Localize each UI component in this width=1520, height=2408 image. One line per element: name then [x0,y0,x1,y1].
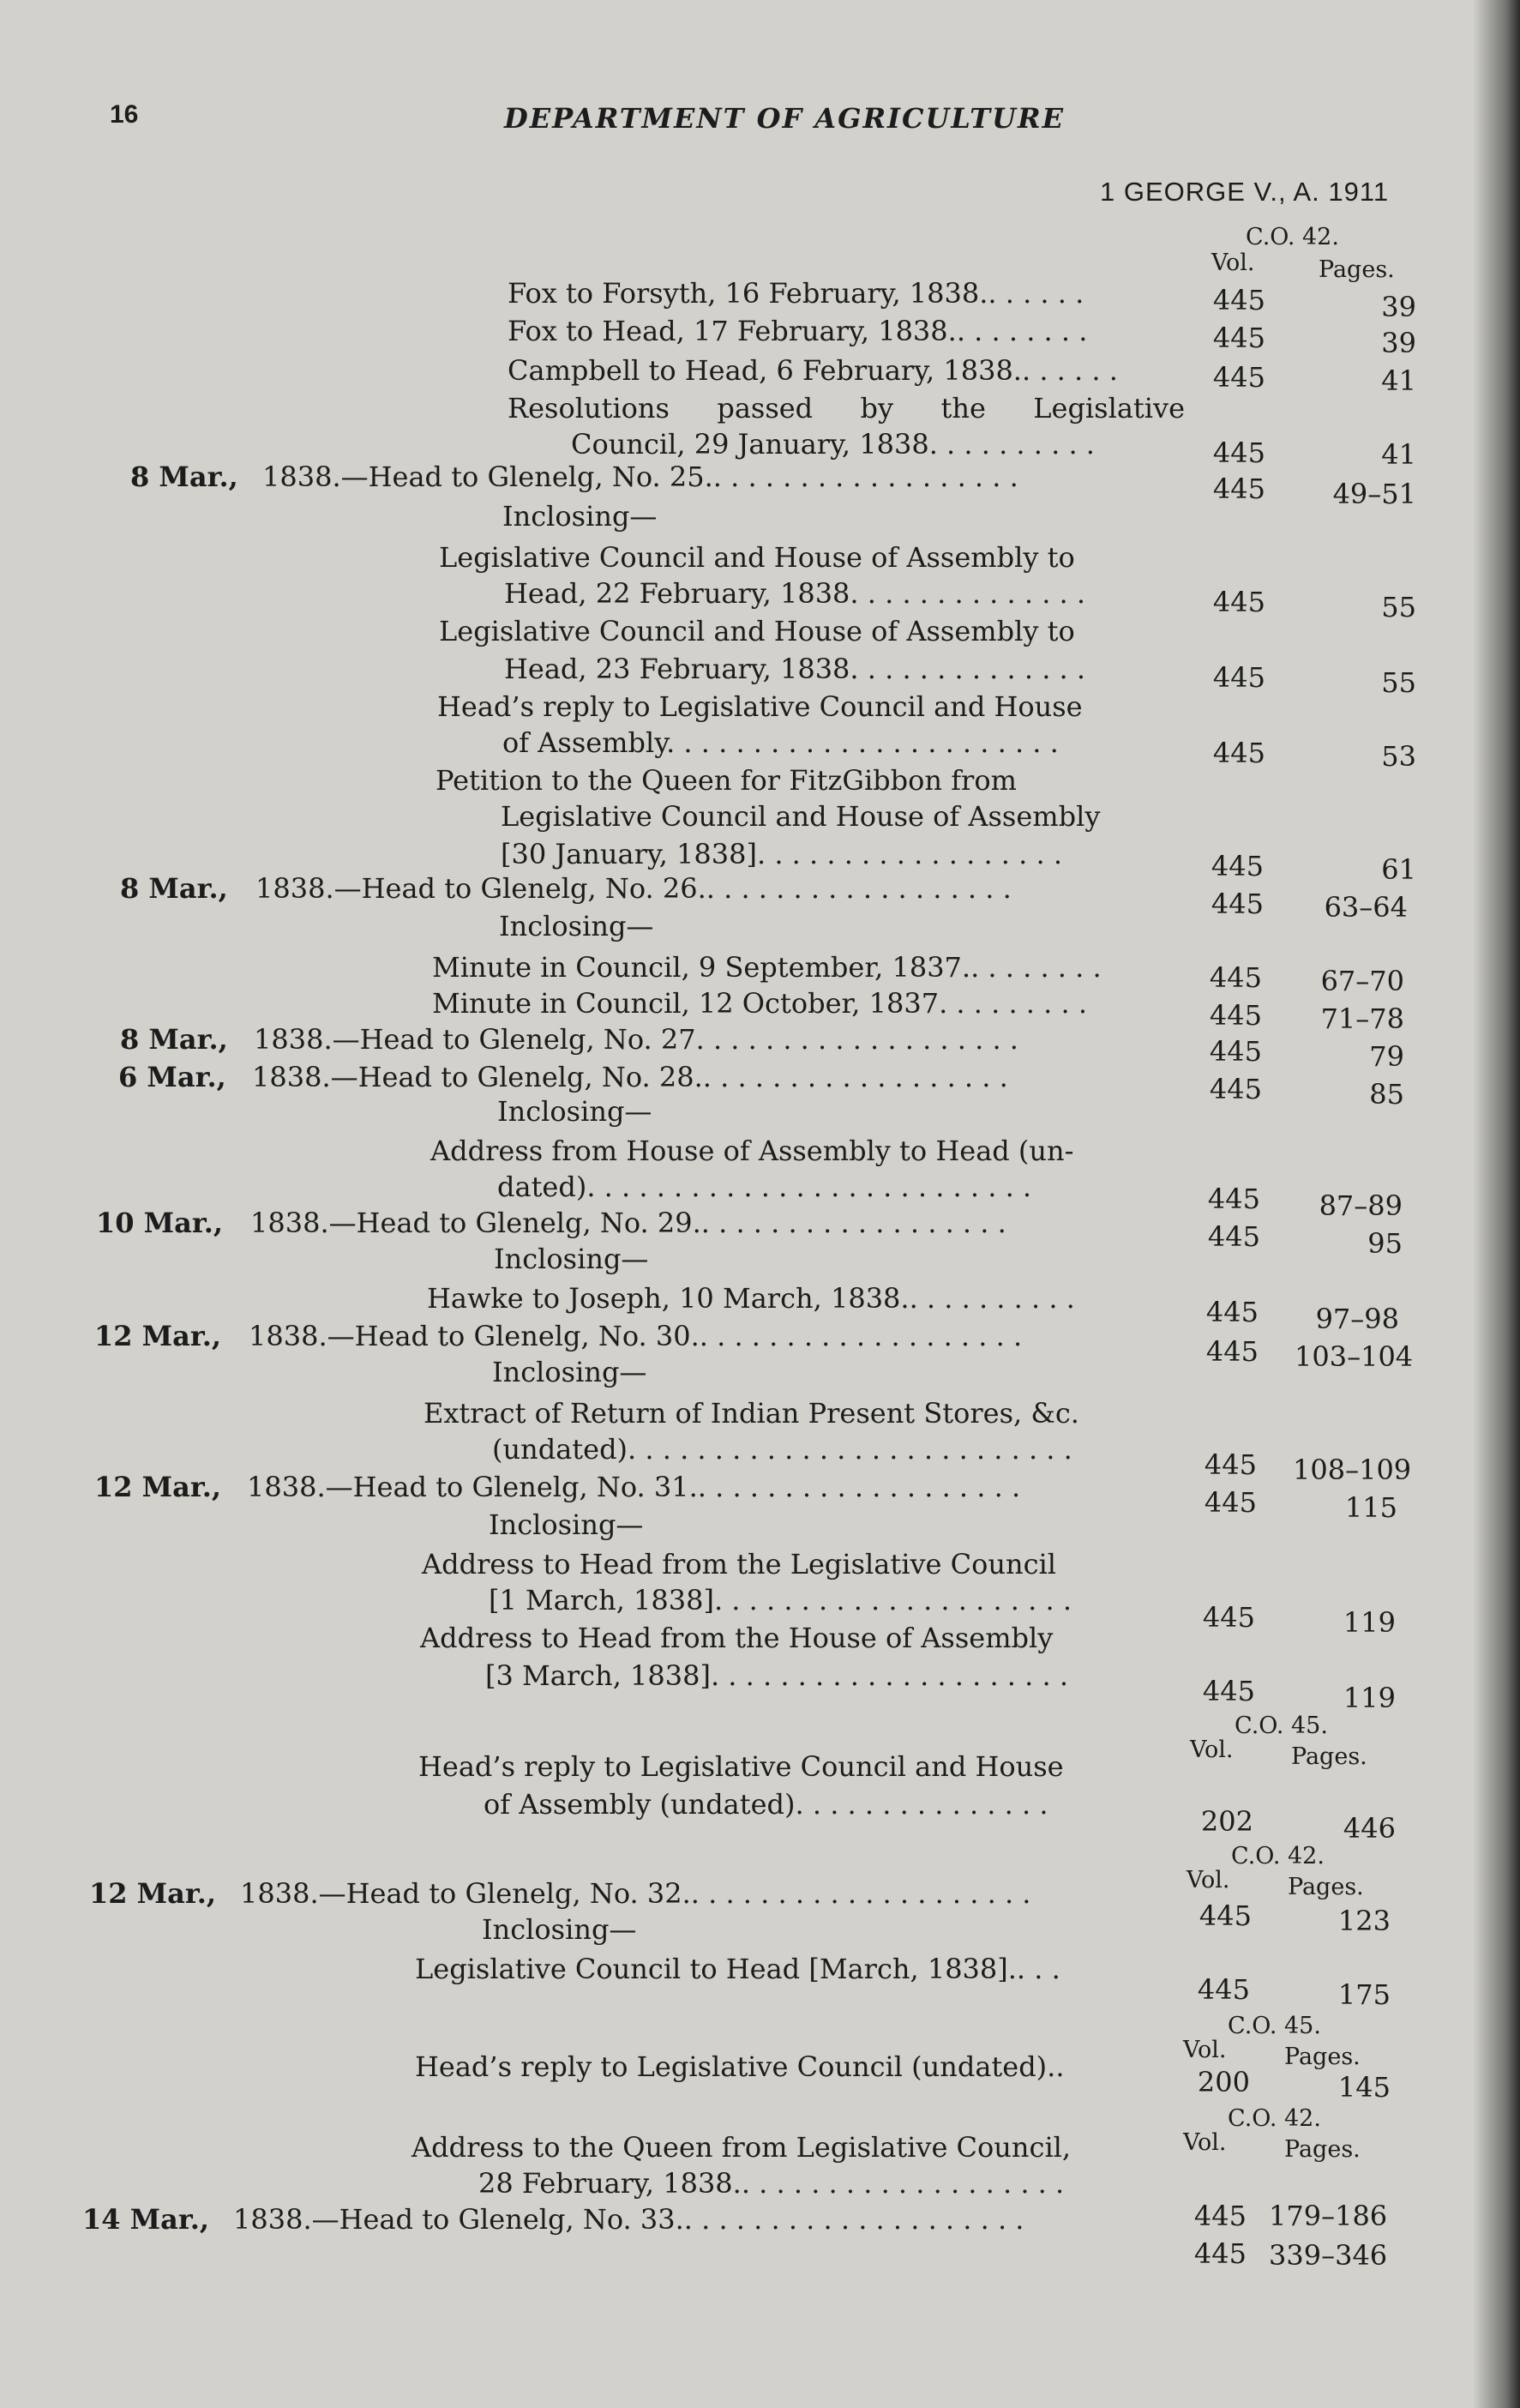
entry-pages: 55 [1381,666,1416,699]
regnal-year: 1 GEORGE V., A. 1911 [1100,177,1390,207]
entry-line: 28 February, 1838.. . . . . . . . . . . . . . . . . . . [478,2167,1065,2200]
entry-line: Address to the Queen from Legislative Council, [412,2131,1072,2164]
entry-pages: 55 [1381,591,1416,623]
entry-vol: 445 [1212,361,1265,394]
running-title: DEPARTMENT OF AGRICULTURE [504,102,1065,135]
entry-line: Petition to the Queen for FitzGibbon from [436,764,1017,797]
entry-pages: 71–78 [1320,1002,1404,1035]
entry-date: 6 Mar., [118,1061,226,1093]
entry-vol: 445 [1205,1335,1259,1368]
entry-line: Head’s reply to Legislative Council (undated).. [415,2050,1065,2083]
entry-pages: 108–109 [1293,1454,1412,1486]
entry-line: 1838.—Head to Glenelg, No. 26.. . . . . . . . . . . . . . . . . . [255,872,1012,905]
entry-vol: 445 [1211,850,1264,882]
entry-line: 1838.—Head to Glenelg, No. 32.. . . . . . . . . . . . . . . . . . . . [240,1877,1031,1910]
series-label: C.O. 45. [1228,2013,1321,2039]
entry-pages: 79 [1369,1040,1404,1073]
entry-line: Council, 29 January, 1838. . . . . . . . . . [571,428,1095,461]
entry-line: Address from House of Assembly to Head (un- [430,1135,1074,1167]
entry-pages: 446 [1343,1812,1396,1845]
entry-vol: 200 [1197,2066,1250,2098]
entry-date: 8 Mar., [130,461,238,493]
entry-line: of Assembly (undated). . . . . . . . . . . . . . . [484,1788,1048,1821]
entry-pages: 95 [1367,1227,1403,1260]
entry-vol: 445 [1193,2200,1247,2232]
entry-line: Minute in Council, 9 September, 1837.. . . . . . . . [432,951,1102,984]
entry-line: Legislative Council and House of Assembly to [439,541,1075,574]
entry-vol: 445 [1211,888,1264,920]
page-number: 16 [110,100,139,129]
entry-vol: 445 [1212,586,1265,618]
series-label: C.O. 42. [1228,2105,1321,2132]
entry-line: 1838.—Head to Glenelg, No. 31.. . . . . . . . . . . . . . . . . . . [247,1471,1021,1503]
pages-label: Pages. [1291,1743,1367,1770]
entry-line: Head, 22 February, 1838. . . . . . . . . . . . . . [504,577,1086,610]
entry-line: Legislative Council to Head [March, 1838].. . . [415,1953,1060,1985]
entry-pages: 61 [1381,853,1416,886]
entry-vol: 202 [1200,1805,1253,1838]
entry-line: Inclosing— [492,1356,647,1388]
entry-pages: 115 [1344,1491,1397,1524]
page-edge-shadow [1473,0,1520,2408]
entry-line: of Assembly. . . . . . . . . . . . . . . . . . . . . . . [502,726,1059,759]
entry-line: Legislative Council and House of Assembly to [439,615,1075,647]
pages-label: Pages. [1319,256,1395,283]
entry-pages: 53 [1381,740,1416,773]
series-label: C.O. 45. [1235,1713,1328,1739]
entry-line: Inclosing— [489,1508,644,1541]
series-label: C.O. 42. [1246,224,1339,250]
entry-line: 1838.—Head to Glenelg, No. 28.. . . . . . . . . . . . . . . . . . [252,1061,1008,1093]
entry-line: Extract of Return of Indian Present Stores, &c. [424,1397,1079,1430]
entry-vol: 445 [1212,322,1265,354]
entry-pages: 87–89 [1319,1189,1403,1222]
vol-label: Vol. [1190,1737,1234,1763]
entry-date: 12 Mar., [89,1877,217,1910]
entry-pages: 339–346 [1269,2239,1388,2272]
entry-vol: 445 [1212,436,1265,469]
entry-line: Fox to Forsyth, 16 February, 1838.. . . . . . [508,277,1084,310]
vol-label: Vol. [1187,1867,1230,1893]
entry-line: Address to Head from the House of Assembly [420,1622,1054,1654]
entry-vol: 445 [1202,1601,1255,1634]
entry-vol: 445 [1212,661,1265,694]
entry-vol: 445 [1204,1486,1257,1519]
entry-pages: 97–98 [1315,1303,1399,1335]
entry-line: Resolutions passed by the Legislative [508,392,1185,424]
entry-line: Legislative Council and House of Assembly [501,800,1101,833]
entry-date: 12 Mar., [94,1320,222,1352]
entry-date: 10 Mar., [96,1207,224,1239]
entry-pages: 175 [1337,1978,1391,2011]
entry-line: 1838.—Head to Glenelg, No. 25.. . . . . . . . . . . . . . . . . . [262,461,1018,493]
entry-line: Address to Head from the Legislative Council [422,1548,1056,1580]
entry-line: Head, 23 February, 1838. . . . . . . . . . . . . . [504,653,1086,685]
entry-line: (undated). . . . . . . . . . . . . . . . . . . . . . . . . . [492,1433,1072,1466]
entry-line: [3 March, 1838]. . . . . . . . . . . . . . . . . . . . . [485,1659,1068,1692]
entry-line: 1838.—Head to Glenelg, No. 30.. . . . . . . . . . . . . . . . . . . [249,1320,1023,1352]
vol-label: Vol. [1183,2129,1227,2156]
entry-line: Hawke to Joseph, 10 March, 1838.. . . . . . . . . . [427,1282,1075,1315]
entry-vol: 445 [1197,1973,1250,2006]
entry-pages: 49–51 [1332,478,1416,510]
entry-pages: 119 [1343,1606,1396,1639]
entry-line: dated). . . . . . . . . . . . . . . . . . . . . . . . . . [497,1171,1032,1203]
entry-line: 1838.—Head to Glenelg, No. 33.. . . . . . . . . . . . . . . . . . . . [233,2203,1024,2236]
entry-line: [30 January, 1838]. . . . . . . . . . . . . . . . . . [501,838,1062,870]
entry-vol: 445 [1199,1899,1252,1932]
entry-vol: 445 [1193,2237,1247,2270]
entry-vol: 445 [1209,999,1262,1032]
entry-line: Fox to Head, 17 February, 1838.. . . . . . . . [508,315,1088,347]
series-label: C.O. 42. [1231,1843,1325,1869]
entry-line: Inclosing— [502,500,658,533]
entry-date: 14 Mar., [82,2203,210,2236]
entry-vol: 445 [1212,737,1265,769]
vol-label: Vol. [1183,2037,1227,2063]
entry-line: 1838.—Head to Glenelg, No. 29.. . . . . . . . . . . . . . . . . . [250,1207,1006,1239]
entry-pages: 145 [1337,2071,1391,2104]
entry-date: 12 Mar., [94,1471,222,1503]
entry-vol: 445 [1202,1675,1255,1707]
entry-line: Minute in Council, 12 October, 1837. . . . . . . . . [432,987,1087,1020]
entry-vol: 445 [1204,1448,1257,1481]
entry-line: [1 March, 1838]. . . . . . . . . . . . . . . . . . . . . [489,1584,1072,1616]
entry-vol: 445 [1207,1183,1260,1215]
entry-pages: 179–186 [1269,2200,1388,2232]
entry-line: Inclosing— [482,1913,637,1946]
entry-line: Campbell to Head, 6 February, 1838.. . . . . . [508,354,1118,387]
entry-line: Head’s reply to Legislative Council and House [437,690,1083,723]
entry-vol: 445 [1209,1073,1262,1105]
entry-pages: 123 [1337,1905,1391,1937]
entry-vol: 445 [1212,473,1265,505]
entry-pages: 41 [1381,364,1416,397]
entry-line: 1838.—Head to Glenelg, No. 27. . . . . . . . . . . . . . . . . . . [254,1023,1018,1056]
entry-pages: 103–104 [1295,1340,1414,1373]
pages-label: Pages. [1288,1874,1364,1900]
entry-line: Head’s reply to Legislative Council and House [418,1750,1064,1783]
entry-pages: 119 [1343,1682,1396,1714]
entry-pages: 63–64 [1324,891,1408,924]
entry-pages: 39 [1381,291,1416,323]
entry-vol: 445 [1212,284,1265,316]
entry-pages: 41 [1381,438,1416,471]
entry-pages: 85 [1369,1078,1404,1111]
vol-label: Vol. [1211,250,1255,276]
entry-pages: 39 [1381,327,1416,359]
entry-vol: 445 [1205,1296,1259,1328]
entry-line: Inclosing— [494,1243,649,1275]
pages-label: Pages. [1284,2136,1361,2163]
entry-vol: 445 [1209,961,1262,994]
entry-vol: 445 [1209,1035,1262,1068]
entry-line: Inclosing— [499,910,654,942]
entry-pages: 67–70 [1320,965,1404,997]
entry-line: Inclosing— [497,1095,652,1128]
entry-vol: 445 [1207,1220,1260,1253]
entry-date: 8 Mar., [120,872,228,905]
entry-date: 8 Mar., [120,1023,228,1056]
pages-label: Pages. [1284,2044,1361,2070]
